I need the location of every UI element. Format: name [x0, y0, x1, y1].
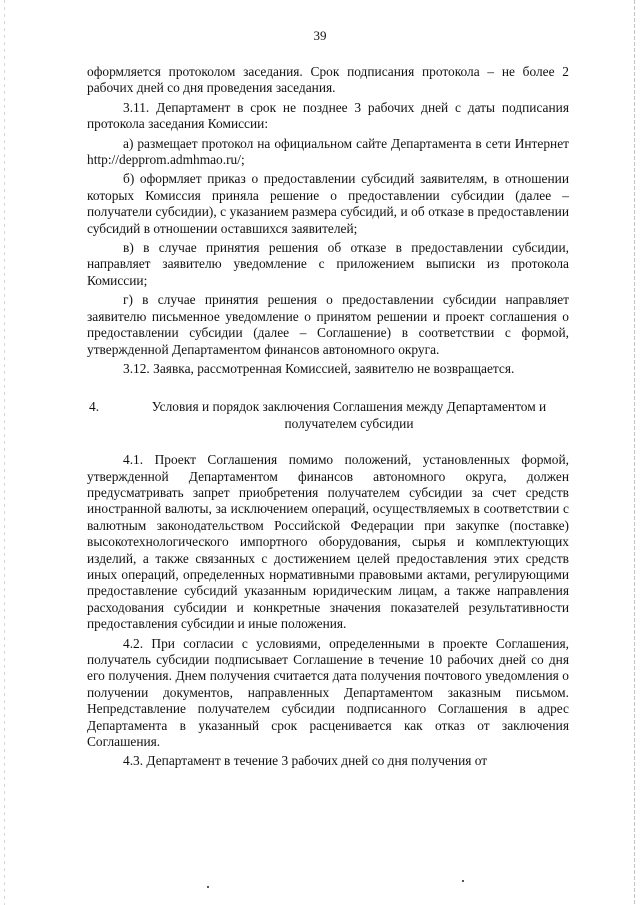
paragraph: 4.1. Проект Соглашения помимо положений, установленных формой, утвержденной Департаментом финансов автономного округа, должен предусматривать запрет приобретения получателем субсидии за счет средств иностранной валюты, за исключением операций, осуществляемых в соответствии с валютным законодательством Российской Федерации при закупке (поставке) высокотехнологического импортного оборудования, сырья и комплектующих изделий, а также связанных с достижением целей предоставления этих средств иных операций, определенных нормативными правовыми актами, регулирующими предоставление субсидий указанным юридическим лицам, а также направления расходования субсидии и конкретные значения показателей результативности предоставления субсидии и иные положения. — [87, 452, 569, 632]
paragraph: 3.11. Департамент в срок не позднее 3 рабочих дней с даты подписания протокола заседания Комиссии: — [87, 99, 569, 132]
section-title: Условия и порядок заключения Соглашения между Департаментом и получателем субсидии — [151, 399, 547, 431]
page-number: 39 — [313, 28, 327, 43]
paragraph: г) в случае принятия решения о предоставлении субсидии направляет заявителю письменное уведомление о принятом решении и проект соглашения о предоставлении субсидии (далее – Соглашение) в соответствии с формой, утвержденной Департаментом финансов автономного округа. — [87, 292, 569, 357]
scan-edge-left — [4, 0, 5, 905]
scan-speck — [207, 886, 209, 888]
document-body — [87, 64, 569, 770]
section-heading — [87, 399, 569, 432]
section-number: 4. — [89, 399, 100, 415]
scan-edge-right — [634, 0, 635, 905]
paragraph: 4.2. При согласии с условиями, определенными в проекте Соглашения, получатель субсидии подписывает Соглашение в течение 10 рабочих дней со дня его получения. Днем получения считается дата получения почтового уведомления о получении документов, направленных Департаментом заказным письмом. Непредставление получателем субсидии подписанного Соглашения в адрес Департамента в указанный срок расценивается как отказ от заключения Соглашения. — [87, 635, 569, 750]
paragraph: 4.3. Департамент в течение 3 рабочих дней со дня получения от — [123, 753, 488, 769]
paragraph: б) оформляет приказ о предоставлении субсидий заявителям, в отношении которых Комиссия приняла решение о предоставлении субсидии (далее – получатели субсидии), с указанием размера субсидий, и об отказе в предоставлении субсидий в отношении оставшихся заявителей; — [87, 171, 569, 236]
paragraph: в) в случае принятия решения об отказе в предоставлении субсидии, направляет заявителю уведомление с приложением выписки из протокола Комиссии; — [87, 240, 569, 288]
paragraph: 3.12. Заявка, рассмотренная Комиссией, заявителю не возвращается. — [123, 360, 515, 376]
scan-speck — [462, 880, 464, 882]
paragraph: оформляется протоколом заседания. Срок подписания протокола – не более 2 рабочих дней со дня проведения заседания. — [87, 64, 569, 96]
paragraph: а) размещает протокол на официальном сайте Департамента в сети Интернет http://depprom.admhmao.ru/; — [87, 135, 569, 168]
